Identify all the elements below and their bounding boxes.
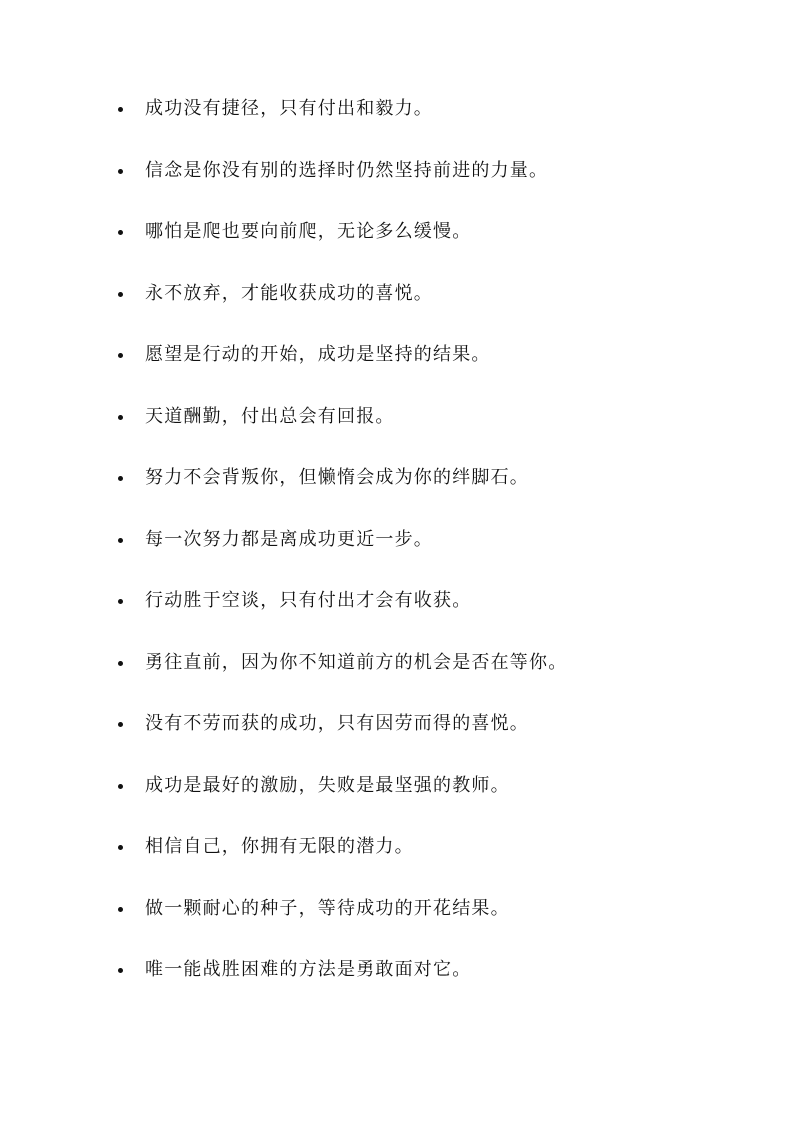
bullet-icon [118, 784, 123, 789]
list-item [118, 155, 758, 217]
bullet-icon [118, 292, 123, 297]
quote-text: 唯一能战胜困难的方法是勇敢面对它。 [145, 959, 472, 980]
list-item [118, 462, 758, 524]
bullet-icon [118, 722, 123, 727]
list-item [118, 770, 758, 832]
quote-text: 努力不会背叛你，但懒惰会成为你的绊脚石。 [145, 467, 529, 488]
list-item [118, 401, 758, 463]
quote-text: 天道酬勤，付出总会有回报。 [145, 405, 395, 427]
quote-text: 没有不劳而获的成功，只有因劳而得的喜悦。 [145, 713, 529, 734]
quote-text: 每一次努力都是离成功更近一步。 [145, 528, 433, 550]
bullet-icon [118, 415, 123, 420]
list-item [118, 954, 758, 1016]
quote-text: 信念是你没有别的选择时仍然坚持前进的力量。 [145, 159, 549, 181]
bullet-icon [118, 599, 123, 604]
quote-list [118, 93, 758, 1016]
list-item [118, 585, 758, 647]
quote-text: 成功没有捷径，只有付出和毅力。 [145, 98, 433, 119]
quote-text: 愿望是行动的开始，成功是坚持的结果。 [145, 344, 491, 365]
bullet-icon [118, 353, 123, 358]
list-item [118, 216, 758, 278]
bullet-icon [118, 107, 123, 112]
quote-text: 行动胜于空谈，只有付出才会有收获。 [145, 590, 472, 611]
list-item [118, 893, 758, 955]
bullet-icon [118, 968, 123, 973]
bullet-icon [118, 661, 123, 666]
quote-text: 勇往直前，因为你不知道前方的机会是否在等你。 [145, 651, 568, 673]
quote-text: 成功是最好的激励，失败是最坚强的教师。 [145, 774, 510, 796]
list-item [118, 708, 758, 770]
list-item [118, 831, 758, 893]
quote-text: 做一颗耐心的种子，等待成功的开花结果。 [145, 897, 510, 919]
quote-text: 相信自己，你拥有无限的潜力。 [145, 836, 414, 857]
bullet-icon [118, 907, 123, 912]
bullet-icon [118, 845, 123, 850]
list-item [118, 278, 758, 340]
bullet-icon [118, 538, 123, 543]
bullet-icon [118, 169, 123, 174]
quote-text: 哪怕是爬也要向前爬，无论多么缓慢。 [145, 221, 472, 242]
quote-text: 永不放弃，才能收获成功的喜悦。 [145, 282, 433, 304]
bullet-icon [118, 476, 123, 481]
list-item [118, 524, 758, 586]
bullet-icon [118, 230, 123, 235]
list-item [118, 93, 758, 155]
list-item [118, 339, 758, 401]
list-item [118, 647, 758, 709]
